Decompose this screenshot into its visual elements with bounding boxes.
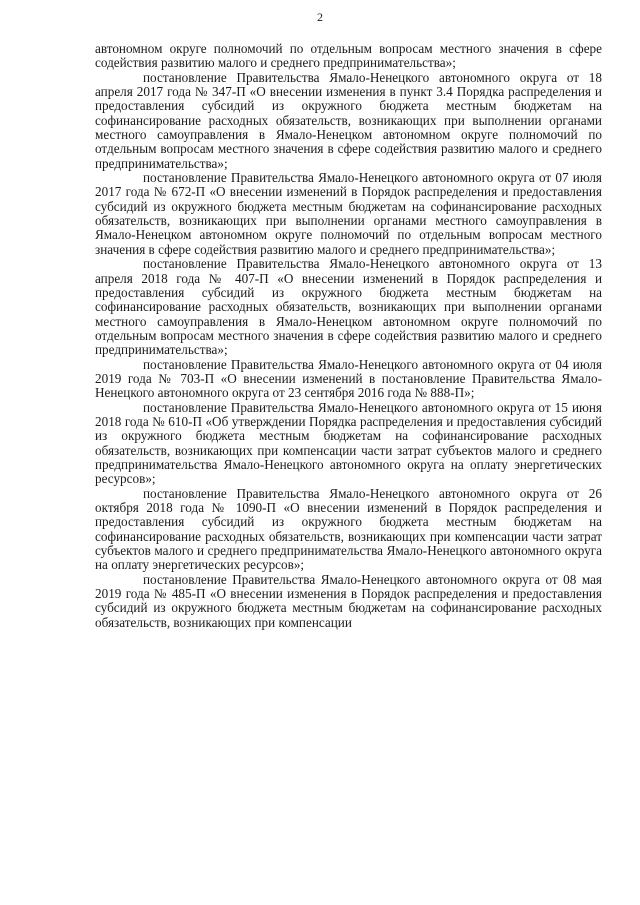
paragraph-2: постановление Правительства Ямало-Ненецкого автономного округа от 18 апреля 2017 года № 347-П «О внесении изменения в пункт 3.4 Порядка распределения и предоставления субсидий из окружного бюджета местным бюджетам на софинансирование расходных обязательств, возникающих при выполнении органами местного самоуправления в Ямало-Ненецком автономном округе полномочий по отдельным вопросам местного значения в сфере содействия развитию малого и среднего предпринимательства»;	[95, 69, 602, 171]
paragraph-7: постановление Правительства Ямало-Ненецкого автономного округа от 26 октября 2018 года № 1090-П «О внесении изменений в Порядок распределения и предоставления субсидий из окружного бюджета местным бюджетам на софинансирование расходных обязательств, возникающих при компенсации части затрат субъектов малого и среднего предпринимательства Ямало-Ненецкого автономного округа на оплату энергетических ресурсов»;	[95, 485, 602, 573]
paragraph-8: постановление Правительства Ямало-Ненецкого автономного округа от 08 мая 2019 года № 485-П «О внесении изменения в Порядок распределения и предоставления субсидий из окружного бюджета местным бюджетам на софинансирование расходных обязательств, возникающих при компенсации	[95, 571, 602, 630]
paragraph-6: постановление Правительства Ямало-Ненецкого автономного округа от 15 июня 2018 года № 610-П «Об утверждении Порядка распределения и предоставления субсидий из окружного бюджета местным бюджетам на софинансирование расходных обязательств, возникающих при компенсации части затрат субъектов малого и среднего предпринимательства Ямало-Ненецкого автономного округа на оплату энергетических ресурсов»;	[95, 399, 602, 487]
paragraph-4: постановление Правительства Ямало-Ненецкого автономного округа от 13 апреля 2018 года № 407-П «О внесении изменений в Порядок распределения и предоставления субсидий из окружного бюджета местным бюджетам на софинансирование расходных обязательств, возникающих при выполнении органами местного самоуправления в Ямало-Ненецком автономном округе полномочий по отдельным вопросам местного значения в сфере содействия развитию малого и среднего предпринимательства»;	[95, 256, 602, 358]
page-number: 2	[317, 10, 323, 24]
paragraph-3: постановление Правительства Ямало-Ненецкого автономного округа от 07 июля 2017 года № 672-П «О внесении изменений в Порядок распределения и предоставления субсидий из окружного бюджета местным бюджетам на софинансирование расходных обязательств, возникающих при выполнении органами местного самоуправления в Ямало-Ненецком автономном округе полномочий по отдельным вопросам местного значения в сфере содействия развитию малого и среднего предпринимательства»;	[95, 170, 602, 257]
paragraph-1: автономном округе полномочий по отдельным вопросам местного значения в сфере содействия развитию малого и среднего предпринимательства»;	[95, 41, 602, 71]
document-body	[95, 42, 602, 630]
paragraph-5: постановление Правительства Ямало-Ненецкого автономного округа от 04 июля 2019 года № 703-П «О внесении изменений в постановление Правительства Ямало-Ненецкого автономного округа от 23 сентября 2016 года № 888-П»;	[95, 356, 602, 401]
